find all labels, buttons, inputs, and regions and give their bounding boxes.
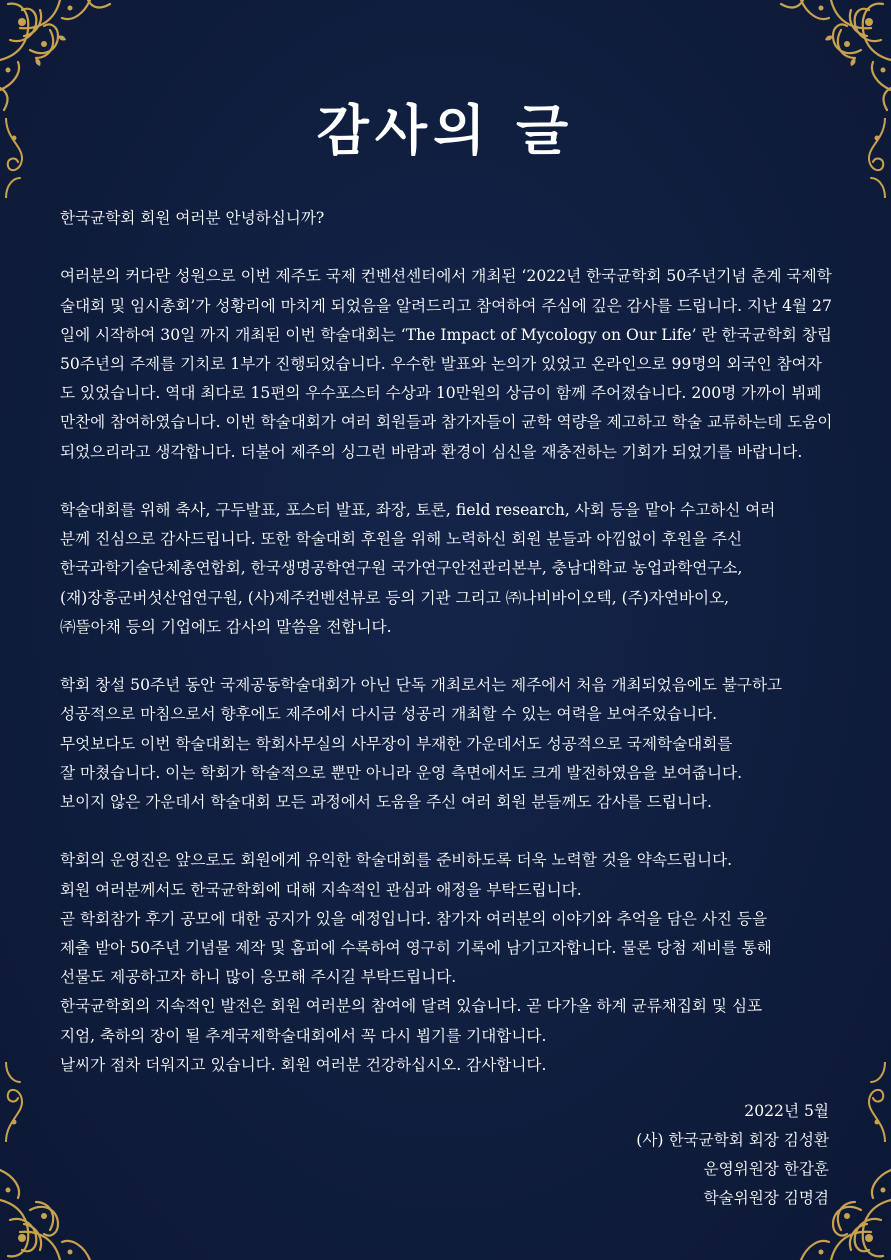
paragraph-line: 잘 마쳤습니다. 이는 학회가 학술적으로 뿐만 아니라 운영 측면에서도 크게 발전하였음을 보여줍니다.	[60, 763, 743, 782]
signature-operations-chair: 운영위원장 한갑훈	[703, 1160, 829, 1178]
paragraph-line: 제출 받아 50주년 기념물 제작 및 홈피에 수록하여 영구히 기록에 남기고자합니다. 물론 당첨 제비를 통해	[60, 939, 772, 958]
paragraph-line: 회원 여러분께서도 한국균학회에 대해 지속적인 관심과 애정을 부탁드립니다.	[60, 880, 582, 899]
signature-president: (사) 한국균학회 회장 김성환	[636, 1131, 829, 1149]
side-flourish-icon	[849, 1062, 889, 1142]
paragraph-closing	[60, 846, 835, 1080]
paragraph-achievement	[60, 671, 835, 817]
side-flourish-icon	[2, 1062, 42, 1142]
greeting: 한국균학회 회원 여러분 안녕하십니까?	[60, 209, 325, 227]
paragraph-line: 날씨가 점차 더워지고 있습니다. 회원 여러분 건강하십시오. 감사합니다.	[60, 1055, 547, 1074]
corner-ornament-icon	[0, 1130, 130, 1260]
paragraph-line: 학술대회를 위해 축사, 구두발표, 포스터 발표, 좌장, 토론, field research, 사회 등을 맡아 수고하신 여러	[60, 501, 776, 519]
paragraph-thanks-sponsors	[60, 496, 835, 642]
paragraph-line: 학회 창설 50주년 동안 국제공동학술대회가 아닌 단독 개최로서는 제주에서 처음 개최되었음에도 불구하고	[60, 676, 783, 695]
signature-block	[636, 1097, 829, 1213]
signature-academic-chair: 학술위원장 김명겸	[703, 1189, 829, 1207]
paragraph-event-summary: 여러분의 커다란 성원으로 이번 제주도 국제 컨벤션센터에서 개최된 ‘2022년 한국균학회 50주년기념 춘계 국제학술대회 및 임시총회’가 성황리에 마치게 되었음을 알려드리고 참여하여 주심에 깊은 감사를 드립니다. 지난 4월 27일에 시작하여 30일 까지 개최된 이번 학술대회는 ‘The Impact of Mycology on Our Life’ 란 한국균학회 창립 50주년의 주제를 기치로 1부가 진행되었습니다. 우수한 발표와 논의가 있었고 온라인으로 99명의 외국인 참여자도 있었습니다. 역대 최다로 15편의 우수포스터 수상과 10만원의 상금이 함께 주어졌습니다. 200명 가까이 뷔페 만찬에 참여하였습니다. 이번 학술대회가 여러 회원들과 참가자들이 균학 역량을 제고하고 학술 교류하는데 도움이 되었으리라고 생각합니다. 더불어 제주의 싱그런 바람과 환경이 심신을 재충전하는 기회가 되었기를 바랍니다.	[60, 267, 833, 461]
paragraph-line: 한국균학회의 지속적인 발전은 회원 여러분의 참여에 달려 있습니다. 곧 다가올 하계 균류채집회 및 심포	[60, 997, 763, 1016]
paragraph-line: (재)장흥군버섯산업연구원, (사)제주컨벤션뷰로 등의 기관 그리고 ㈜나비바이오텍, (주)자연바이오,	[60, 588, 730, 607]
paragraph-line: 학회의 운영진은 앞으로도 회원에게 유익한 학술대회를 준비하도록 더욱 노력할 것을 약속드립니다.	[60, 851, 733, 870]
signature-date: 2022년 5월	[744, 1102, 829, 1120]
paragraph-line: 분께 진심으로 감사드립니다. 또한 학술대회 후원을 위해 노력하신 회원 분들과 아낌없이 후원을 주신	[60, 530, 743, 549]
paragraph-line: 곧 학회참가 후기 공모에 대한 공지가 있을 예정입니다. 참가자 여러분의 이야기와 추억을 담은 사진 등을	[60, 909, 768, 928]
letter-body	[60, 204, 835, 1080]
paragraph-line: 선물도 제공하고자 하니 많이 응모해 주시길 부탁드립니다.	[60, 968, 457, 987]
page-title: 감사의 글	[316, 98, 575, 162]
paragraph-line: 지엄, 축하의 장이 될 추계국제학술대회에서 꼭 다시 뵙기를 기대합니다.	[60, 1026, 547, 1045]
paragraph-line: ㈜뜰아채 등의 기업에도 감사의 말씀을 전합니다.	[60, 617, 392, 636]
paragraph-line: 무엇보다도 이번 학술대회는 학회사무실의 사무장이 부재한 가운데서도 성공적으로 국제학술대회를	[60, 734, 733, 753]
paragraph-line: 보이지 않은 가운데서 학술대회 모든 과정에서 도움을 주신 여러 회원 분들께도 감사를 드립니다.	[60, 793, 712, 812]
paragraph-line: 한국과학기술단체총연합회, 한국생명공학연구원 국가연구안전관리본부, 충남대학교 농업과학연구소,	[60, 559, 743, 578]
paragraph-line: 성공적으로 마침으로서 향후에도 제주에서 다시금 성공리 개최할 수 있는 여력을 보여주었습니다.	[60, 705, 718, 724]
